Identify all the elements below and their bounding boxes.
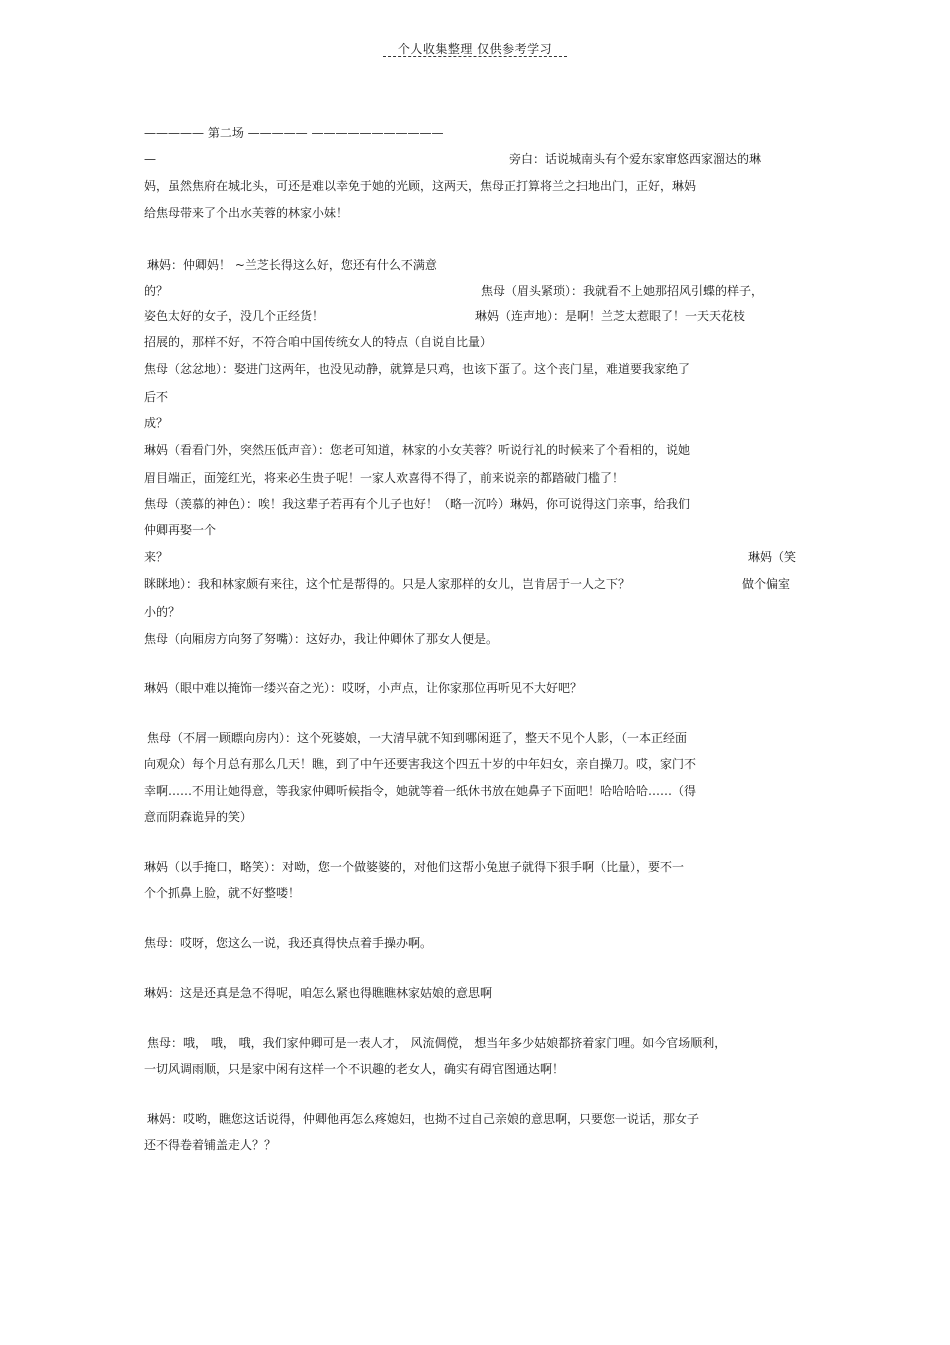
text-line: —	[144, 152, 156, 166]
text-line: 琳妈（连声地）：是啊！兰芝太惹眼了！一天天花枝	[475, 309, 746, 323]
text-line: 眉目端正，面笼红光，将来必生贵子呢！一家人欢喜得不得了，前来说亲的都踏破门槛了！	[144, 471, 625, 485]
text-line: 焦母（向厢房方向努了努嘴）：这好办，我让仲卿休了那女人便是。	[144, 632, 499, 646]
text-line: 焦母（忿忿地）：娶进门这两年，也没见动静，就算是只鸡，也该下蛋了。这个丧门星，难道要我家绝了	[144, 362, 691, 376]
text-line: 还不得卷着铺盖走人？？	[144, 1138, 277, 1152]
text-line: 焦母：哎呀，您这么一说，我还真得快点着手操办啊。	[144, 936, 433, 950]
text-line: 给焦母带来了个出水芙蓉的林家小妹！	[144, 206, 349, 220]
text-line: 姿色太好的女子，没几个正经货！	[144, 309, 325, 323]
text-line: 个个抓鼻上脸，就不好整喽！	[144, 886, 301, 900]
text-line: 琳妈（笑	[748, 550, 797, 564]
text-line: 焦母（眉头紧琐）：我就看不上她那招风引蝶的样子，	[481, 284, 764, 298]
text-line: 向观众）每个月总有那么几天！瞧，到了中午还要害我这个四五十岁的中年妇女，亲自操刀。哎，家门不	[144, 757, 697, 771]
text-line: 琳妈（眼中难以掩饰一缕兴奋之光）：哎呀，小声点，让你家那位再听见不大好吧？	[144, 681, 583, 695]
page-header: 个人收集整理 仅供参考学习	[397, 42, 553, 56]
text-line: 成？	[144, 416, 169, 430]
text-line: 招展的，那样不好，不符合咱中国传统女人的特点（自说自比量）	[144, 335, 493, 349]
text-line: 幸啊……不用让她得意，等我家仲卿听候指令，她就等着一纸休书放在她鼻子下面吧！哈哈哈哈……（得	[144, 784, 697, 798]
text-line: 琳妈（以手掩口，略笑）：对呦，您一个做婆婆的，对他们这帮小兔崽子就得下狠手啊（比量），要不一	[144, 860, 685, 874]
text-line: 琳妈：哎哟，瞧您这话说得，仲卿他再怎么疼媳妇，也拗不过自己亲娘的意思啊，只要您一说话，那女子	[147, 1112, 700, 1126]
text-line: 焦母（不屑一顾瞟向房内）：这个死婆娘，一大清早就不知到哪闲逛了，整天不见个人影，（一本正经面	[147, 731, 688, 745]
text-line: 焦母：哦， 哦， 哦，我们家仲卿可是一表人才， 风流倜傥， 想当年多少姑娘都挤着家门哩。如今官场顺利，	[147, 1036, 727, 1050]
text-line: 做个偏室	[742, 577, 791, 591]
text-line: 琳妈：这是还真是急不得呢，咱怎么紧也得瞧瞧林家姑娘的意思啊	[144, 986, 493, 1000]
text-line: 眯眯地）：我和林家颇有来往，这个忙是帮得的。只是人家那样的女儿，岂肯居于一人之下？	[144, 577, 631, 591]
scene-title-line: ————— 第二场 ————— ———————————	[144, 126, 444, 140]
text-line: 仲卿再娶一个	[144, 523, 217, 537]
text-line: 来？	[144, 550, 169, 564]
text-line: 后不	[144, 390, 169, 404]
header-divider	[383, 56, 567, 57]
text-line: 小的？	[144, 605, 181, 619]
text-line: 焦母（羡慕的神色）：唉！我这辈子若再有个儿子也好！（略一沉吟）琳妈，你可说得这门亲事，给我们	[144, 497, 691, 511]
text-line: 妈，虽然焦府在城北头，可还是难以幸免于她的光顾，这两天，焦母正打算将兰之扫地出门，正好，琳妈	[144, 179, 697, 193]
text-line: 意而阴森诡异的笑）	[144, 810, 253, 824]
text-line: 琳妈（看看门外，突然压低声音）：您老可知道，林家的小女芙蓉？听说行礼的时候来了个看相的，说她	[144, 443, 691, 457]
text-line: 琳妈：仲卿妈！ ~兰芝长得这么好，您还有什么不满意	[147, 258, 437, 272]
text-line: 一切风调雨顺，只是家中闲有这样一个不识趣的老女人，确实有碍官图通达啊！	[144, 1062, 565, 1076]
text-line: 的？	[144, 284, 169, 298]
text-line: 旁白：话说城南头有个爱东家窜悠西家溜达的琳	[509, 152, 762, 166]
